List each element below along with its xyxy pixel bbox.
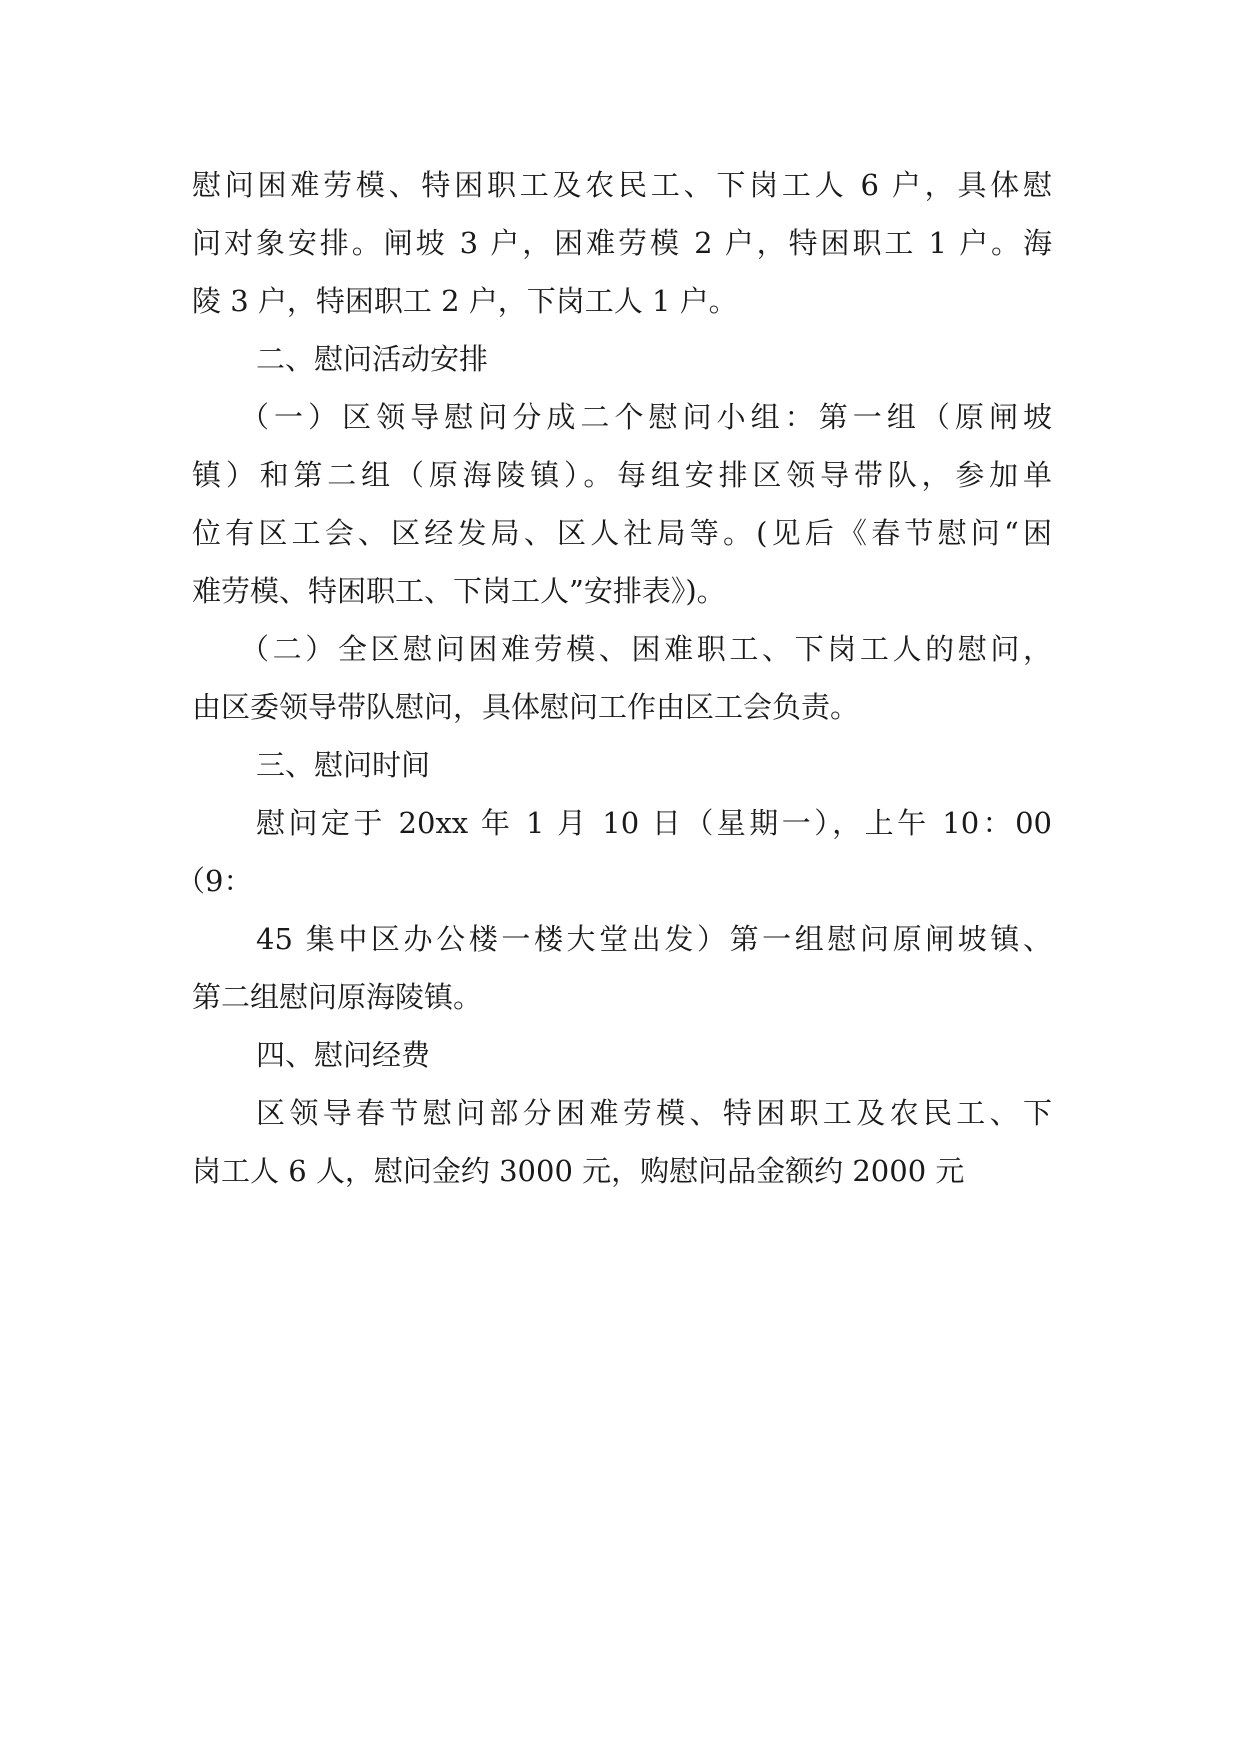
paragraph-line: 45 集中区办公楼一楼大堂出发）第一组慰问原闸坡镇、 [256, 922, 1052, 956]
paragraph-line: 镇）和第二组（原海陵镇）。每组安排区领导带队，参加单 [192, 458, 1052, 492]
section-heading: 四、慰问经费 [256, 1038, 431, 1072]
paragraph-line: 第二组慰问原海陵镇。 [192, 980, 483, 1014]
paragraph-line: 问对象安排。闸坡 3 户，困难劳模 2 户，特困职工 1 户。海 [192, 226, 1052, 260]
paragraph-line: 由区委领导带队慰问，具体慰问工作由区工会负责。 [192, 690, 860, 724]
paragraph-line: 位有区工会、区经发局、区人社局等。(见后《春节慰问“困 [192, 516, 1052, 550]
paragraph-line: （9： [176, 864, 253, 898]
paragraph-line: 区领导春节慰问部分困难劳模、特困职工及农民工、下 [256, 1096, 1052, 1130]
paragraph-line: 慰问定于 20xx 年 1 月 10 日（星期一），上午 10：00 [256, 806, 1052, 840]
paragraph-line: 慰问困难劳模、特困职工及农民工、下岗工人 6 户，具体慰 [192, 168, 1052, 202]
paragraph-line: 岗工人 6 人，慰问金约 3000 元，购慰问品金额约 2000 元 [192, 1154, 965, 1188]
section-heading: 二、慰问活动安排 [256, 342, 489, 376]
paragraph-line: 难劳模、特困职工、下岗工人”安排表》)。 [192, 574, 726, 608]
paragraph-line: 陵 3 户，特困职工 2 户，下岗工人 1 户。 [192, 284, 738, 318]
paragraph-line: （一）区领导慰问分成二个慰问小组：第一组（原闸坡 [240, 400, 1052, 434]
paragraph-line: （二）全区慰问困难劳模、困难职工、下岗工人的慰问， [240, 632, 1052, 666]
section-heading: 三、慰问时间 [256, 748, 431, 782]
